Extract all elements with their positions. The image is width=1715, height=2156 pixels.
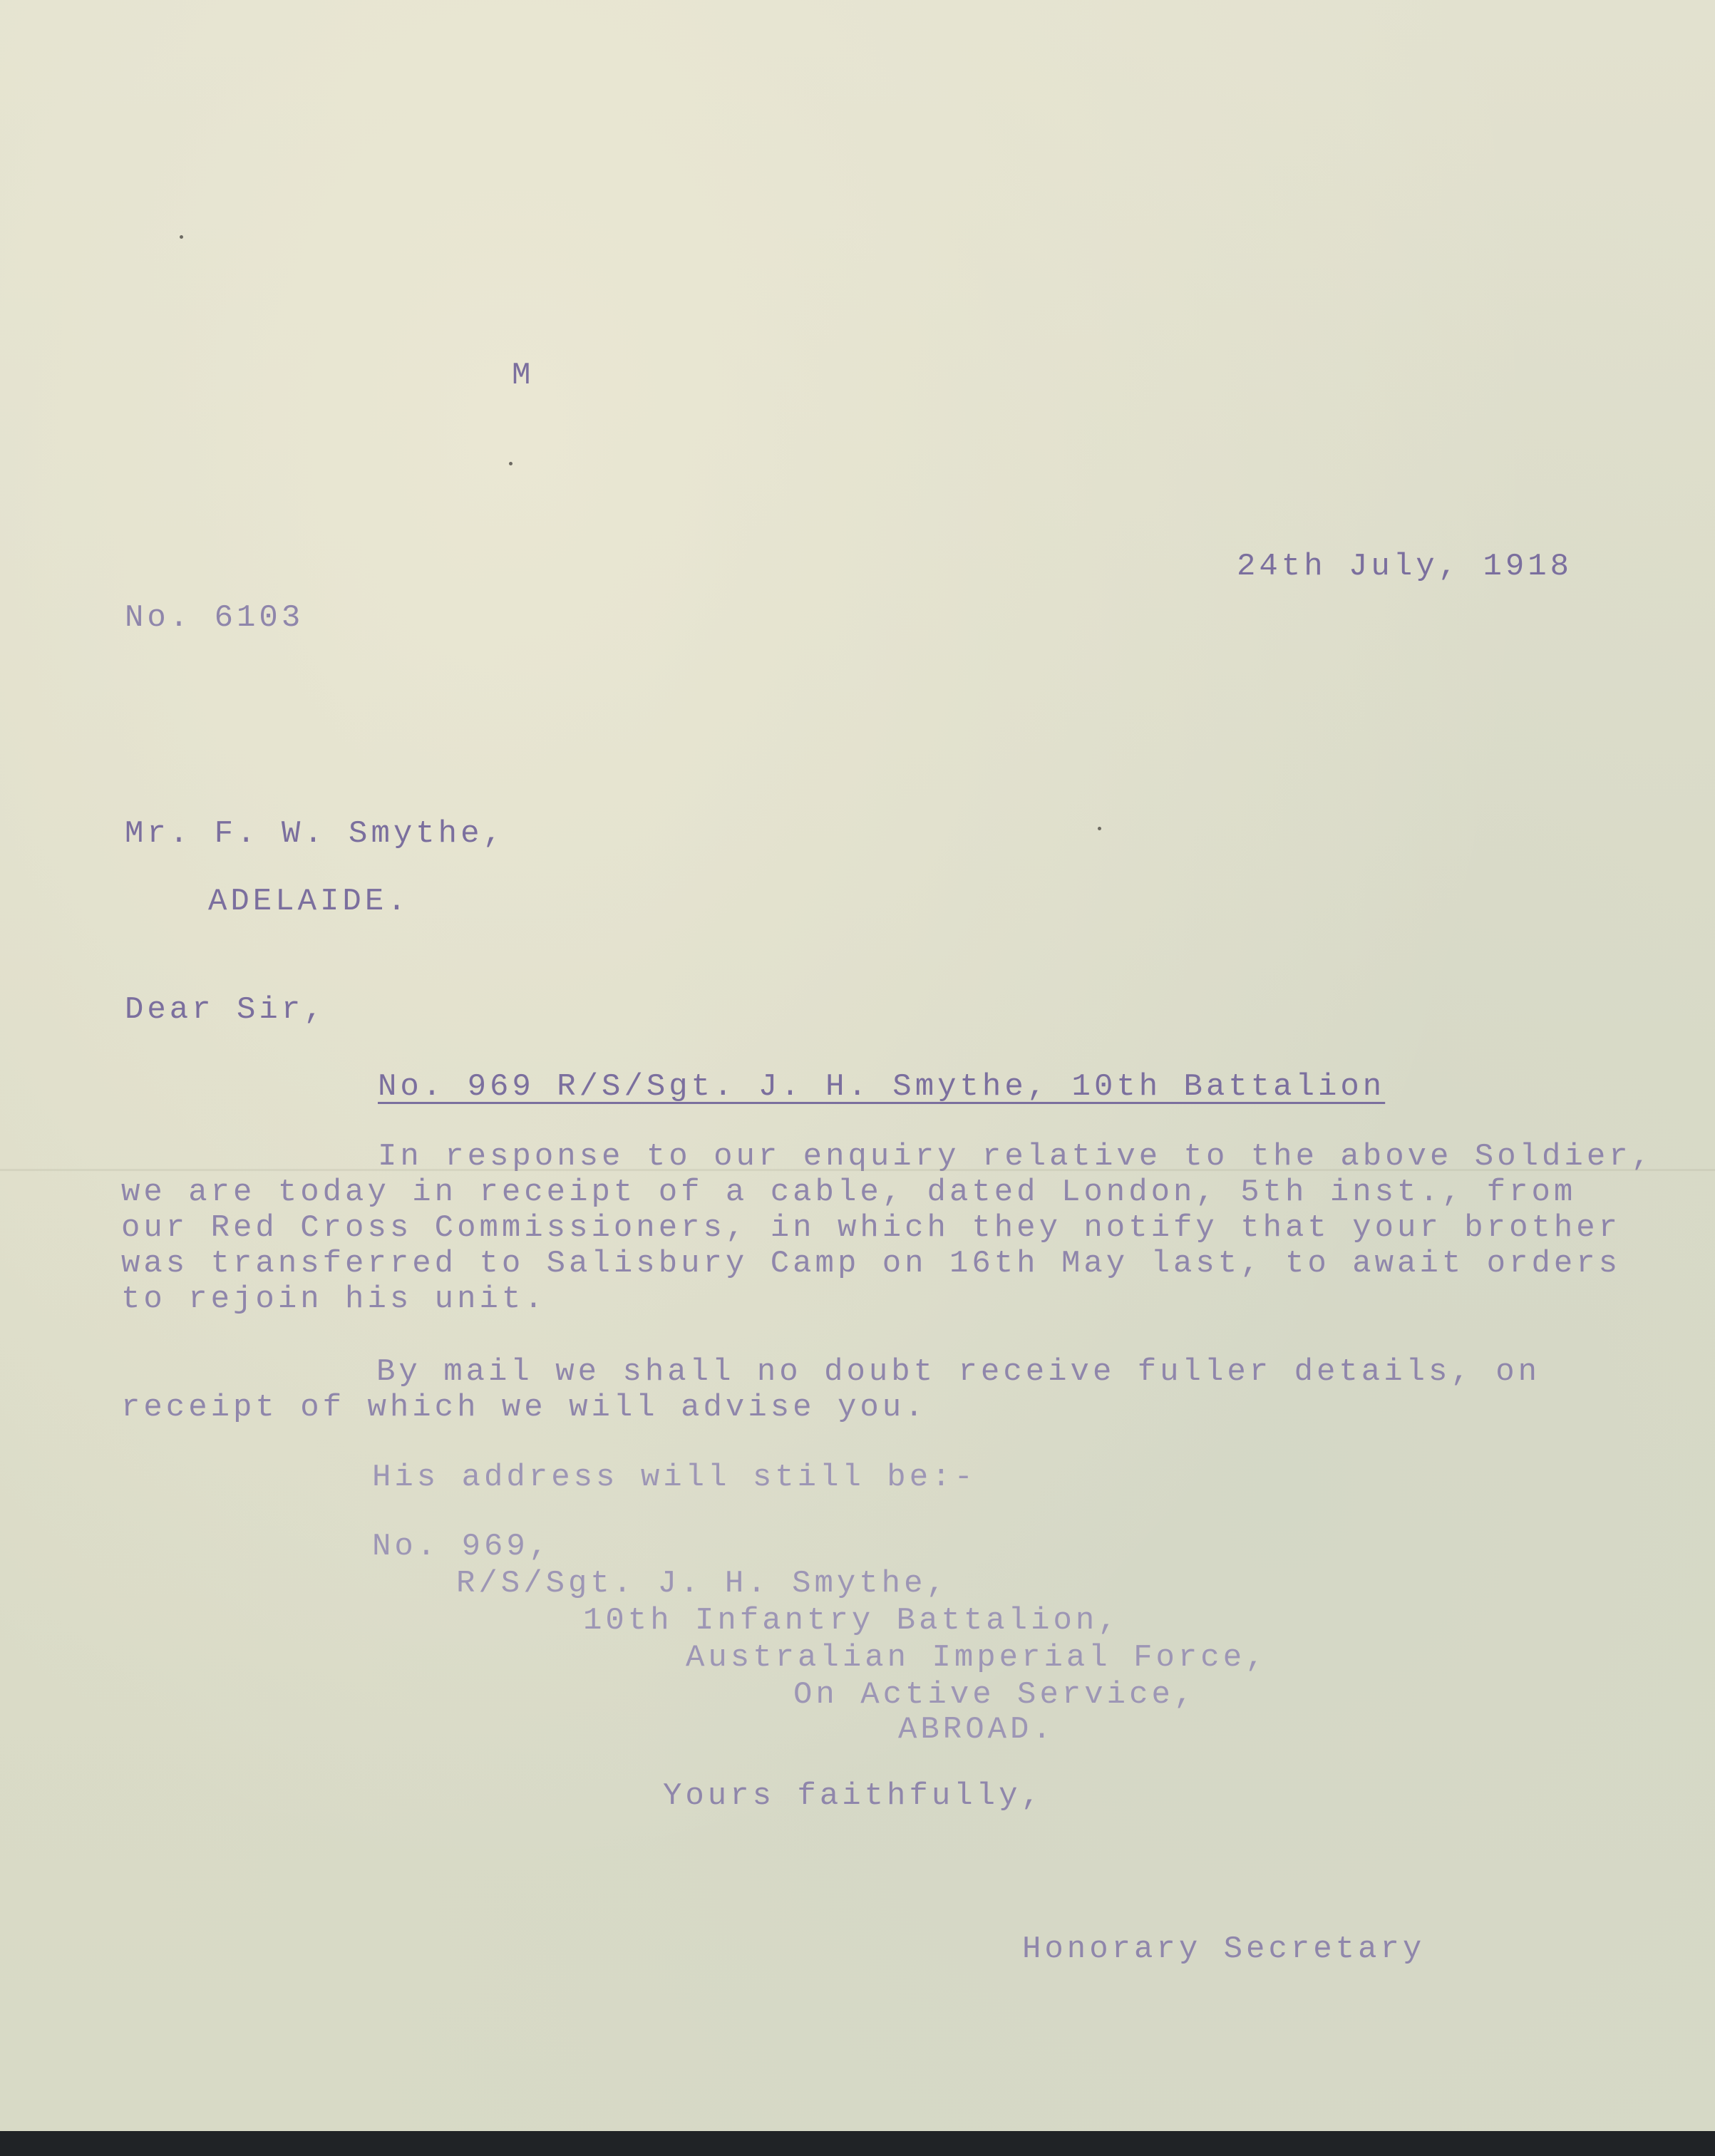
- reference-number: No. 6103: [125, 600, 304, 636]
- address-line-2: R/S/Sgt. J. H. Smythe,: [456, 1566, 949, 1601]
- subject-line: No. 969 R/S/Sgt. J. H. Smythe, 10th Battalion: [378, 1069, 1386, 1105]
- signatory-title: Honorary Secretary: [1022, 1931, 1426, 1967]
- salutation: Dear Sir,: [125, 992, 326, 1028]
- address-line-3: 10th Infantry Battalion,: [583, 1603, 1121, 1639]
- paper-speck: [1098, 827, 1101, 830]
- recipient-city: ADELAIDE.: [208, 884, 410, 919]
- address-line-6: ABROAD.: [898, 1712, 1055, 1748]
- body-paragraph-2-line-2: receipt of which we will advise you.: [121, 1390, 927, 1425]
- letter-date: 24th July, 1918: [1237, 549, 1573, 584]
- address-line-4: Australian Imperial Force,: [686, 1640, 1268, 1676]
- body-paragraph-1-line-3: our Red Cross Commissioners, in which they notify that your brother: [121, 1210, 1622, 1246]
- address-intro: His address will still be:-: [372, 1460, 977, 1495]
- paper-speck: [180, 235, 183, 239]
- body-paragraph-1-line-5: to rejoin his unit.: [121, 1281, 547, 1317]
- paper-speck: [509, 462, 513, 465]
- closing: Yours faithfully,: [663, 1778, 1044, 1814]
- address-line-5: On Active Service,: [793, 1677, 1197, 1713]
- address-line-1: No. 969,: [372, 1529, 552, 1564]
- body-paragraph-1-line-2: we are today in receipt of a cable, dated London, 5th inst., from: [121, 1175, 1577, 1210]
- header-mark: M: [512, 358, 535, 393]
- scan-border: [0, 2131, 1715, 2156]
- body-paragraph-1-line-1: In response to our enquiry relative to the above Soldier,: [378, 1139, 1654, 1175]
- body-paragraph-1-line-4: was transferred to Salisbury Camp on 16th May last, to await orders: [121, 1246, 1622, 1281]
- body-paragraph-2-line-1: By mail we shall no doubt receive fuller details, on: [376, 1354, 1541, 1390]
- recipient-name: Mr. F. W. Smythe,: [125, 816, 505, 852]
